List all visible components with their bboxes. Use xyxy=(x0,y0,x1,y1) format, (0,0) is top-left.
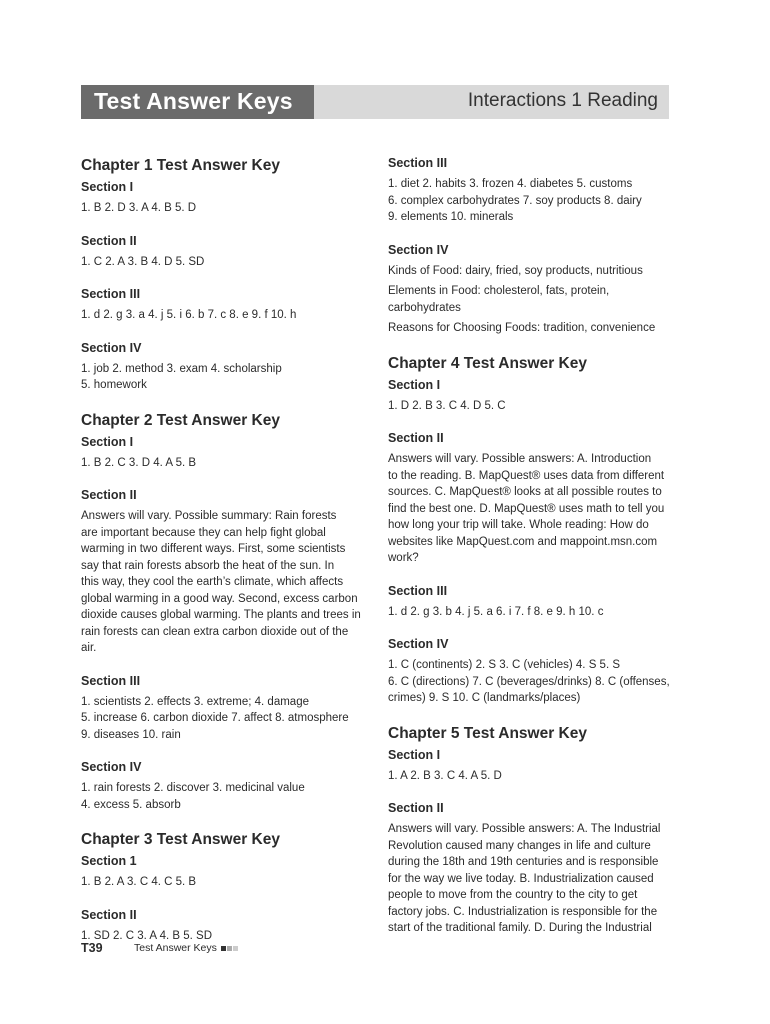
answer-line: Answers will vary. Possible answers: A. The Industrial xyxy=(388,823,661,835)
book-title: Interactions 1 Reading xyxy=(467,90,658,111)
square-dark-icon xyxy=(221,946,226,951)
answer-line: Reasons for Choosing Foods: tradition, convenience xyxy=(388,322,656,334)
chapter-2-title: Chapter 2 Test Answer Key xyxy=(81,411,280,429)
answer-line: 1. B 2. A 3. C 4. C 5. B xyxy=(81,876,197,888)
section-heading: Section IV xyxy=(81,760,142,774)
answer-line: global warming in a good way. Second, excess carbon xyxy=(81,592,358,605)
answer-line: 1. B 2. D 3. A 4. B 5. D xyxy=(81,202,197,214)
answer-line: 1. job 2. method 3. exam 4. scholarship xyxy=(81,362,282,375)
answer-line: sources. C. MapQuest® looks at all possible routes to xyxy=(388,486,662,498)
section-heading: Section IV xyxy=(388,637,449,651)
section-heading: Section IV xyxy=(81,340,142,355)
chapter-3-title: Chapter 3 Test Answer Key xyxy=(81,831,280,848)
answer-line: 1. C (continents) 2. S 3. C (vehicles) 4. S 5. S xyxy=(388,659,621,671)
answer-line: 5. increase 6. carbon dioxide 7. affect 8. atmosphere xyxy=(81,712,349,724)
answer-line: 1. SD 2. C 3. A 4. B 5. SD xyxy=(81,929,213,942)
answer-line: carbohydrates xyxy=(388,301,461,314)
answer-line: say that rain forests absorb the heat of the sun. In xyxy=(81,559,335,572)
answer-line: Revolution caused many changes in life and culture xyxy=(388,839,651,852)
section-heading: Section 1 xyxy=(81,854,137,868)
answer-line: rain forests can clean extra carbon dioxide out of the xyxy=(81,625,349,638)
answer-line: work? xyxy=(388,552,419,564)
answer-line: 4. excess 5. absorb xyxy=(81,798,181,811)
answer-line: 6. complex carbohydrates 7. soy products 8. dairy xyxy=(388,194,642,207)
square-light-icon xyxy=(233,946,238,951)
answer-line: find the best one. D. MapQuest® uses math to tell you xyxy=(388,502,665,515)
section-heading: Section I xyxy=(388,377,441,392)
section-heading: Section I xyxy=(81,180,134,194)
answer-line: crimes) 9. S 10. C (landmarks/places) xyxy=(388,692,581,704)
answer-line: 1. B 2. C 3. D 4. A 5. B xyxy=(81,456,197,469)
section-heading: Section II xyxy=(81,488,137,502)
answer-line: how long your trip will take. Whole reading: How do xyxy=(388,519,649,531)
answer-line: to the reading. B. MapQuest® uses data from different xyxy=(388,469,665,482)
page-number: T39 xyxy=(81,941,103,955)
answer-line: for the way we live today. B. Industrialization caused xyxy=(388,872,654,885)
answer-line: Answers will vary. Possible summary: Rain forests xyxy=(81,510,337,522)
section-heading: Section II xyxy=(388,801,444,815)
answer-line: during the 18th and 19th centuries and is responsible xyxy=(388,856,659,868)
answer-line: 1. d 2. g 3. a 4. j 5. i 6. b 7. c 8. e 9. f 10. h xyxy=(81,309,297,321)
section-heading: Section III xyxy=(81,673,141,688)
answer-line: 1. scientists 2. effects 3. extreme; 4. damage xyxy=(81,695,309,708)
section-heading: Section III xyxy=(81,287,141,301)
right-column xyxy=(388,155,678,937)
section-heading: Section II xyxy=(388,431,444,445)
answer-line: 1. rain forests 2. discover 3. medicinal value xyxy=(81,782,305,794)
page-title: Test Answer Keys xyxy=(94,88,293,114)
answer-line: Answers will vary. Possible answers: A. Introduction xyxy=(388,453,652,465)
answer-line: Kinds of Food: dairy, fried, soy products, nutritious xyxy=(388,264,643,277)
answer-line: 1. A 2. B 3. C 4. A 5. D xyxy=(388,769,502,782)
section-heading: Section II xyxy=(81,233,137,248)
answer-line: 1. diet 2. habits 3. frozen 4. diabetes 5. customs xyxy=(388,178,633,190)
section-heading: Section IV xyxy=(388,242,449,257)
section-heading: Section II xyxy=(81,907,137,922)
answer-line: air. xyxy=(81,642,97,654)
square-light-icon xyxy=(227,946,232,951)
header-tab xyxy=(81,85,314,119)
answer-line: this way, they cool the earth’s climate, which affects xyxy=(81,576,344,588)
left-column xyxy=(81,155,371,944)
answer-line: dioxide causes global warming. The plants and trees in xyxy=(81,609,361,621)
answer-line: 1. C 2. A 3. B 4. D 5. SD xyxy=(81,255,205,268)
chapter-1-title: Chapter 1 Test Answer Key xyxy=(81,157,280,174)
answer-line: warming in two different ways. First, some scientists xyxy=(81,543,346,555)
answer-line: Elements in Food: cholesterol, fats, protein, xyxy=(388,285,610,297)
answer-line: people to move from the country to the city to get xyxy=(388,889,638,901)
answer-line: factory jobs. C. Industrialization is responsible for the xyxy=(388,905,658,918)
answer-line: 6. C (directions) 7. C (beverages/drinks) 8. C (offenses, xyxy=(388,675,670,688)
answer-line: 9. diseases 10. rain xyxy=(81,728,181,741)
chapter-4-title: Chapter 4 Test Answer Key xyxy=(388,354,587,372)
section-heading: Section III xyxy=(388,583,448,598)
answer-line: websites like MapQuest.com and mappoint.msn.com xyxy=(388,535,658,548)
section-heading: Section III xyxy=(388,156,448,170)
answer-line: 9. elements 10. minerals xyxy=(388,211,514,223)
section-heading: Section I xyxy=(388,747,441,762)
footer-label xyxy=(134,942,238,954)
answer-line: 1. D 2. B 3. C 4. D 5. C xyxy=(388,399,506,412)
chapter-5-title: Chapter 5 Test Answer Key xyxy=(388,724,587,742)
answer-line: 1. d 2. g 3. b 4. j 5. a 6. i 7. f 8. e 9. h 10. c xyxy=(388,605,604,618)
answer-line: start of the traditional family. D. During the Industrial xyxy=(388,922,652,934)
answer-line: 5. homework xyxy=(81,379,147,391)
section-heading: Section I xyxy=(81,434,134,449)
answer-line: are important because they can help fight global xyxy=(81,526,326,539)
footer-label-text: Test Answer Keys xyxy=(134,942,217,954)
